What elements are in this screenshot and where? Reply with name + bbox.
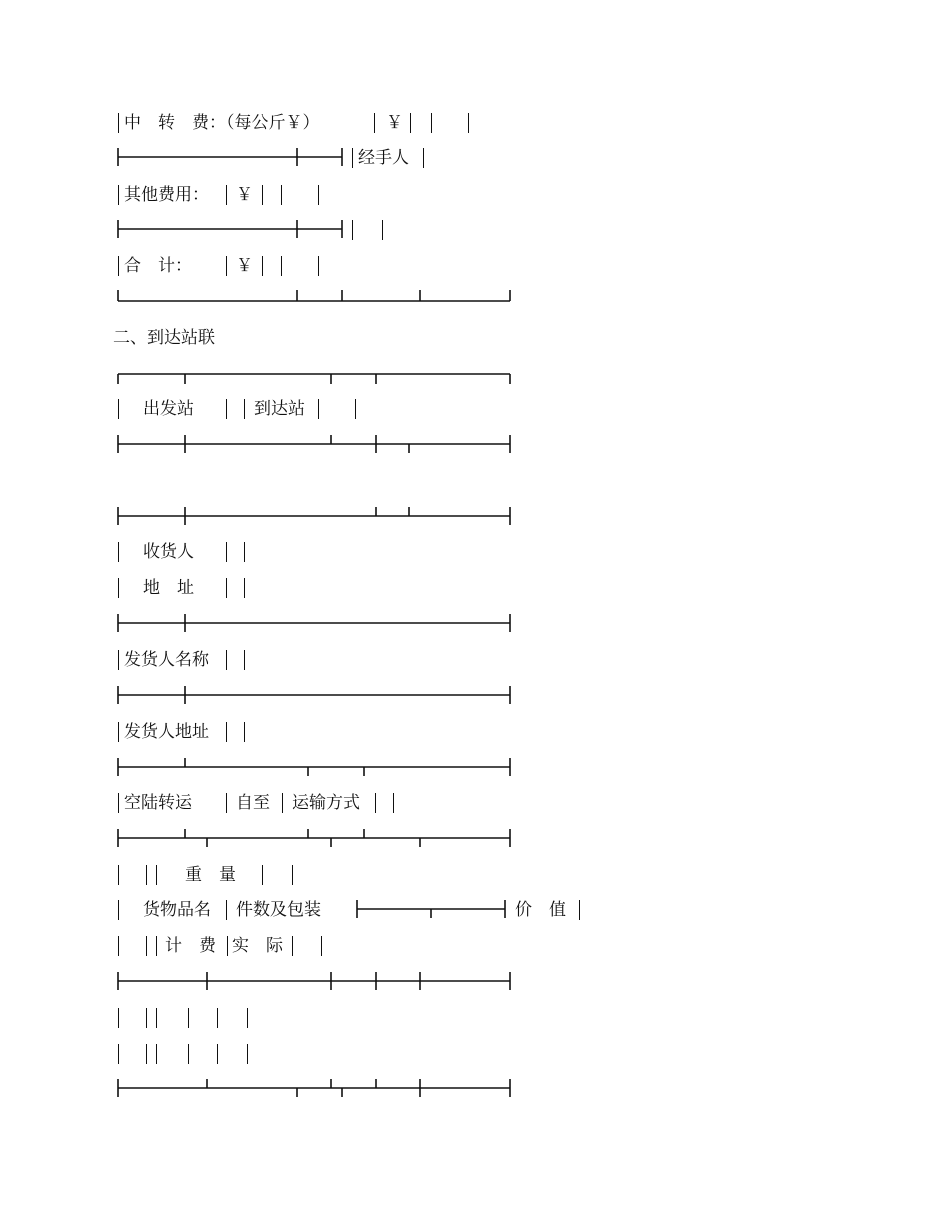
cell-border — [262, 865, 263, 885]
cell-border — [146, 865, 147, 885]
cell-border — [118, 256, 119, 276]
cell-border — [188, 1044, 189, 1064]
transfer-fee-label: 中 转 费：（每公斤￥） — [124, 113, 320, 133]
shipper-address-label: 发货人地址 — [124, 722, 209, 742]
cell-border — [282, 793, 283, 813]
other-fees-currency: ￥ — [236, 185, 253, 205]
cell-border — [423, 148, 424, 168]
cell-border — [217, 1044, 218, 1064]
cell-border — [352, 220, 353, 240]
value-label: 价 值 — [515, 900, 566, 920]
cell-border — [292, 936, 293, 956]
cell-border — [226, 793, 227, 813]
other-fees-label: 其他费用： — [124, 185, 209, 205]
cell-border — [352, 148, 353, 168]
cell-border — [247, 1008, 248, 1028]
cell-border — [226, 256, 227, 276]
cell-border — [468, 113, 469, 133]
actual-label: 实 际 — [232, 936, 283, 956]
billing-label: 计 费 — [165, 936, 216, 956]
cell-border — [118, 1044, 119, 1064]
consignee-label: 收货人 — [143, 542, 194, 562]
cell-border — [156, 936, 157, 956]
cell-border — [281, 185, 282, 205]
cell-border — [226, 399, 227, 419]
cell-border — [382, 220, 383, 240]
cell-border — [118, 578, 119, 598]
cell-border — [374, 113, 375, 133]
cell-border — [118, 793, 119, 813]
departure-station-label: 出发站 — [143, 399, 194, 419]
shipper-name-label: 发货人名称 — [124, 650, 209, 670]
cell-border — [146, 1044, 147, 1064]
cell-border — [118, 399, 119, 419]
cell-border — [118, 1008, 119, 1028]
from-to-label: 自至 — [236, 793, 270, 813]
total-currency: ￥ — [236, 256, 253, 276]
cell-border — [146, 1008, 147, 1028]
cell-border — [156, 1044, 157, 1064]
weight-label: 重 量 — [185, 865, 236, 885]
cell-border — [118, 542, 119, 562]
cell-border — [226, 185, 227, 205]
cell-border — [226, 650, 227, 670]
air-land-transfer-label: 空陆转运 — [124, 793, 192, 813]
cell-border — [262, 185, 263, 205]
cell-border — [318, 185, 319, 205]
total-label: 合 计： — [124, 256, 192, 276]
section-heading: 二、到达站联 — [113, 328, 215, 348]
cell-border — [318, 399, 319, 419]
cell-border — [244, 722, 245, 742]
cell-border — [146, 936, 147, 956]
cell-border — [118, 650, 119, 670]
cell-border — [281, 256, 282, 276]
cell-border — [118, 900, 119, 920]
cell-border — [355, 399, 356, 419]
cell-border — [156, 1008, 157, 1028]
cell-border — [410, 113, 411, 133]
cell-border — [375, 793, 376, 813]
cell-border — [217, 1008, 218, 1028]
pieces-packaging-label: 件数及包装 — [236, 900, 321, 920]
cell-border — [226, 722, 227, 742]
cell-border — [431, 113, 432, 133]
handler-label: 经手人 — [358, 148, 409, 168]
cell-border — [118, 185, 119, 205]
cell-border — [118, 722, 119, 742]
cell-border — [244, 578, 245, 598]
cell-border — [579, 900, 580, 920]
cell-border — [247, 1044, 248, 1064]
cell-border — [188, 1008, 189, 1028]
cell-border — [318, 256, 319, 276]
arrival-station-label: 到达站 — [254, 399, 305, 419]
goods-name-label: 货物品名 — [143, 900, 211, 920]
cell-border — [226, 542, 227, 562]
transfer-fee-currency: ￥ — [386, 113, 403, 133]
cell-border — [292, 865, 293, 885]
cell-border — [393, 793, 394, 813]
transport-mode-label: 运输方式 — [292, 793, 360, 813]
address-label: 地 址 — [143, 578, 194, 598]
cell-border — [244, 542, 245, 562]
cell-border — [118, 865, 119, 885]
cell-border — [118, 113, 119, 133]
cell-border — [227, 936, 228, 956]
cell-border — [156, 865, 157, 885]
cell-border — [321, 936, 322, 956]
cell-border — [244, 399, 245, 419]
cell-border — [262, 256, 263, 276]
cell-border — [226, 578, 227, 598]
cell-border — [118, 936, 119, 956]
cell-border — [244, 650, 245, 670]
cell-border — [226, 900, 227, 920]
